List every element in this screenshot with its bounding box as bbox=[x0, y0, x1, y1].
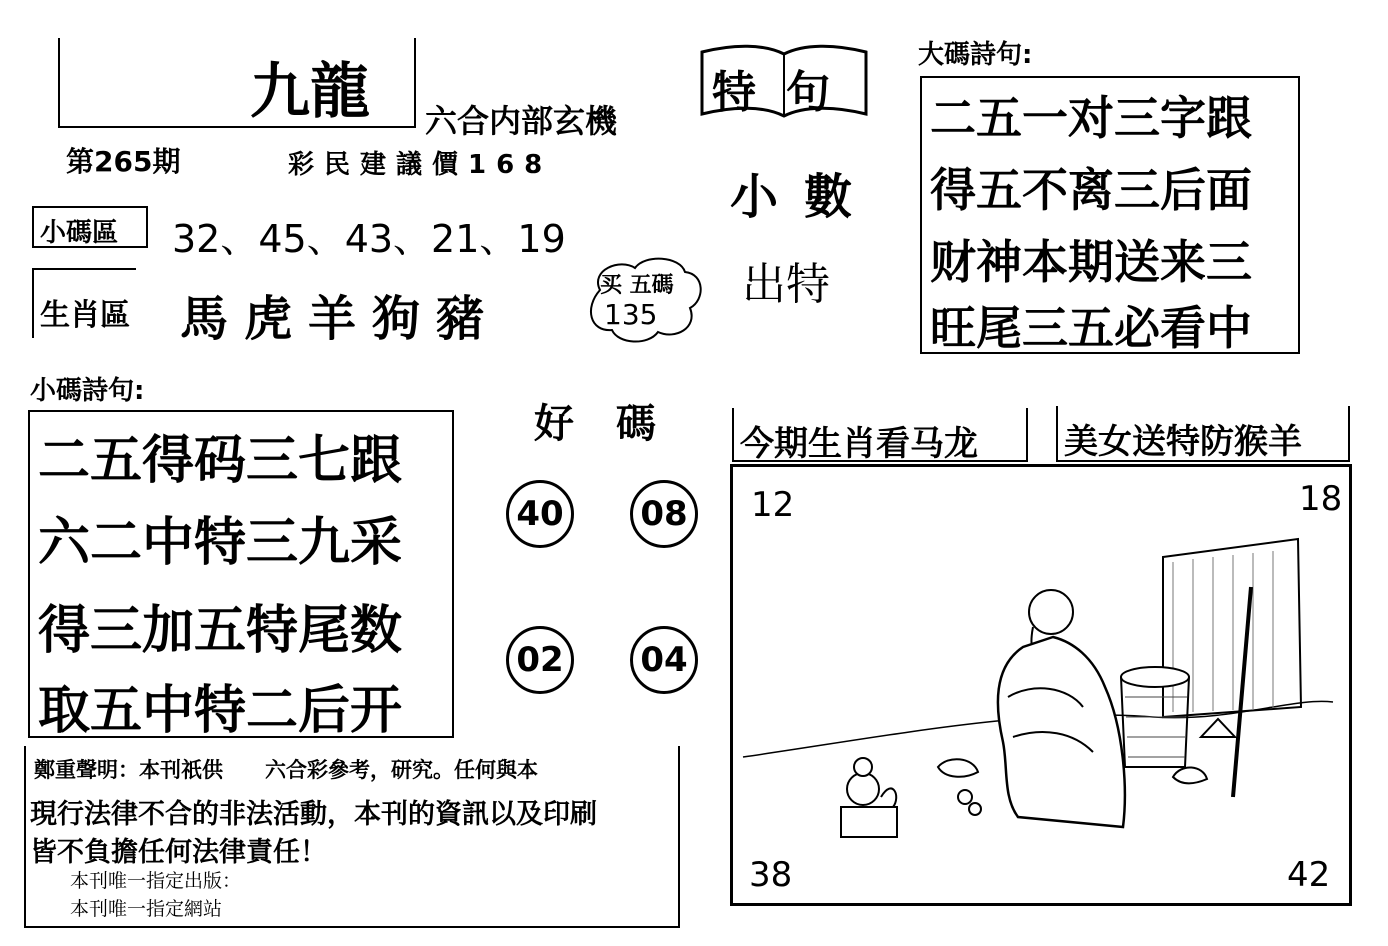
tip-2: 美女送特防猴羊 bbox=[1064, 422, 1302, 462]
cloud-text-2: 135 bbox=[604, 298, 658, 331]
special-line-1: 小數 bbox=[730, 169, 879, 225]
zodiac-label: 生肖區 bbox=[40, 298, 130, 333]
big-poem-line-4: 旺尾三五必看中 bbox=[930, 301, 1252, 355]
good-code-3: 02 bbox=[506, 626, 574, 694]
small-code-label: 小碼區 bbox=[40, 218, 119, 248]
picture-number-bottom-right: 42 bbox=[1287, 855, 1331, 895]
small-poem-line-1: 二五得码三七跟 bbox=[38, 431, 403, 491]
title-box bbox=[58, 38, 416, 128]
big-poem-line-3: 财神本期送来三 bbox=[930, 235, 1252, 289]
suggested-price: 彩民建議價168 bbox=[288, 150, 553, 180]
disclaimer-line-1: 鄭重聲明：本刊祇供 六合彩參考，研究。任何與本 bbox=[34, 758, 538, 782]
disclaimer-line-2: 現行法律不合的非法活動，本刊的資訊以及印刷 bbox=[30, 799, 597, 830]
cloud-text-1: 买 五碼 bbox=[600, 273, 674, 298]
small-poem-heading: 小碼詩句: bbox=[30, 376, 145, 406]
zodiac-animals: 馬虎羊狗豬 bbox=[180, 291, 501, 347]
seated-scholar-illustration bbox=[733, 467, 1349, 903]
special-badge-text: 特句 bbox=[712, 67, 860, 118]
tip-box-2 bbox=[1056, 406, 1350, 462]
picture-number-bottom-left: 38 bbox=[749, 855, 793, 895]
small-code-numbers: 32、45、43、21、19 bbox=[172, 217, 566, 261]
issue-number: 第265期 bbox=[66, 145, 181, 178]
disclaimer-line-5: 本刊唯一指定網站 bbox=[70, 898, 223, 920]
page-subtitle: 六合内部玄機 bbox=[425, 102, 618, 140]
small-code-label-box bbox=[32, 206, 148, 248]
good-code-4: 04 bbox=[630, 626, 698, 694]
small-poem-box bbox=[28, 410, 454, 741]
small-poem-line-3: 得三加五特尾数 bbox=[38, 601, 403, 661]
picture-number-top-left: 12 bbox=[751, 485, 795, 525]
good-codes-heading: 好 碼 bbox=[534, 401, 670, 447]
good-code-1: 40 bbox=[506, 480, 574, 548]
small-poem-line-2: 六二中特三九采 bbox=[38, 513, 403, 573]
picture-number-top-right: 18 bbox=[1299, 479, 1343, 519]
page-title: 九龍 bbox=[250, 57, 370, 127]
big-poem-box bbox=[920, 76, 1300, 354]
big-poem-line-1: 二五一对三字跟 bbox=[930, 91, 1252, 145]
disclaimer-line-4: 本刊唯一指定出版： bbox=[70, 870, 242, 892]
tip-1: 今期生肖看马龙 bbox=[740, 424, 978, 464]
small-poem-line-4: 取五中特二后开 bbox=[38, 681, 403, 741]
big-poem-line-2: 得五不离三后面 bbox=[930, 163, 1252, 217]
big-poem-heading: 大碼詩句: bbox=[918, 40, 1033, 70]
disclaimer-box bbox=[24, 746, 680, 928]
good-code-2: 08 bbox=[630, 480, 698, 548]
disclaimer-line-3: 皆不負擔任何法律責任！ bbox=[30, 837, 327, 868]
picture-box bbox=[730, 464, 1352, 906]
special-line-2: 出特 bbox=[742, 259, 830, 310]
zodiac-divider bbox=[32, 268, 136, 270]
tip-box-1 bbox=[732, 408, 1028, 462]
